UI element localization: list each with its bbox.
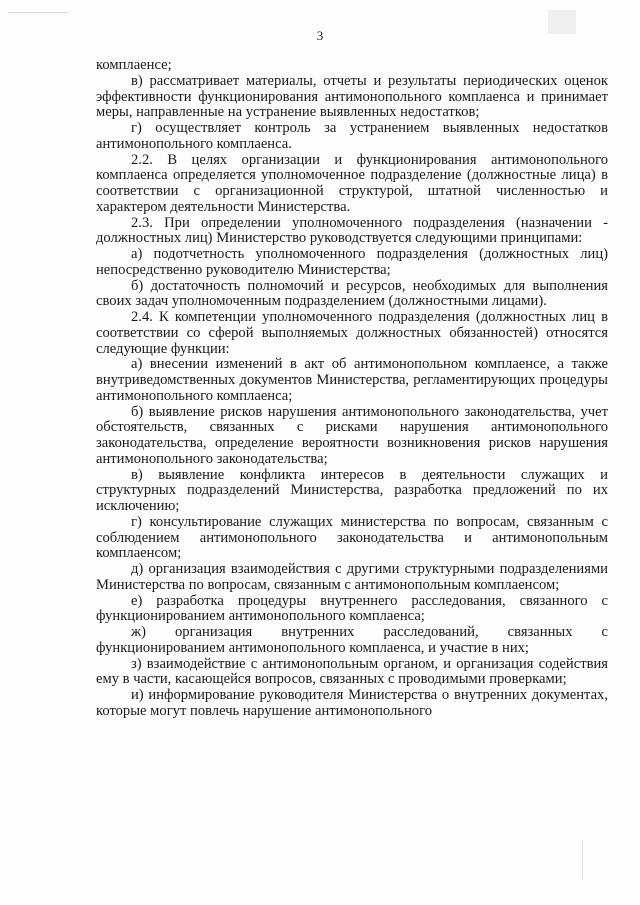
paragraph-2-4: 2.4. К компетенции уполномоченного подразделения (должностных лиц в соответствии со сферой выполняемых должностных обязанностей) относятся следующие функции: xyxy=(96,309,608,357)
paragraph-item-v: в) рассматривает материалы, отчеты и результаты периодических оценок эффективности функционирования антимонопольного комплаенса и принимает меры, направленные на устранение выявленных недостатков; xyxy=(96,72,608,121)
paragraph-2-3: 2.3. При определении уполномоченного подразделения (назначении - должностных лиц) Министерство руководствуется следующими принципами: xyxy=(96,214,608,247)
paragraph-2-4-b: б) выявление рисков нарушения антимонопольного законодательства, учет обстоятельств, связанных с рисками нарушения антимонопольного законодательства, определение вероятности возникновения рисков нарушения антимонопольного законодательства; xyxy=(96,403,608,467)
paragraph-2-4-d: д) организация взаимодействия с другими структурными подразделениями Министерства по вопросам, связанным с антимонопольным комплаенсом; xyxy=(96,561,608,593)
scan-artifact-right-edge xyxy=(582,840,583,880)
paragraph-2-4-z: з) взаимодействие с антимонопольным органом, и организация содействия ему в части, касающейся вопросов, связанных с проводимыми проверками; xyxy=(96,655,608,688)
paragraph-2-4-zh: ж) организация внутренних расследований, связанных с функционированием антимонопольного комплаенса, и участие в них; xyxy=(96,624,608,656)
paragraph-2-4-g: г) консультирование служащих министерства по вопросам, связанным с соблюдением антимонопольного законодательства и антимонопольным комплаенсом; xyxy=(96,513,608,562)
scan-artifact-top-left xyxy=(8,12,68,13)
paragraph-item-g: г) осуществляет контроль за устранением выявленных недостатков антимонопольного комплаенса. xyxy=(96,120,608,152)
paragraph-2-4-v: в) выявление конфликта интересов в деятельности служащих и структурных подразделений Министерства, разработка предложений по их исключению; xyxy=(96,466,608,514)
paragraph-2-4-a: а) внесении изменений в акт об антимонопольном комплаенсе, а также внутриведомственных документов Министерства, регламентирующих процедуры антимонопольного комплаенса; xyxy=(96,356,608,404)
paragraph-continuation: комплаенсе; xyxy=(96,57,172,73)
paragraph-2-4-i: и) информирование руководителя Министерства о внутренних документах, которые могут повлечь нарушение антимонопольного xyxy=(96,687,608,719)
paragraph-2-4-e: е) разработка процедуры внутреннего расследования, связанного с функционированием антимонопольного комплаенса; xyxy=(96,592,608,625)
paragraph-2-2: 2.2. В целях организации и функционирования антимонопольного комплаенса определяется уполномоченное подразделение (должностные лица) в соответствии с организационной структурой, штатной численностью и характером деятельности Министерства. xyxy=(96,151,608,215)
paragraph-2-3-a: а) подотчетность уполномоченного подразделения (должностных лиц) непосредственно руководителю Министерства; xyxy=(96,246,608,278)
document-body xyxy=(96,58,608,720)
page-number: 3 xyxy=(316,28,324,43)
paragraph-2-3-b: б) достаточность полномочий и ресурсов, необходимых для выполнения своих задач уполномоченным подразделением (должностными лицами). xyxy=(96,277,608,310)
